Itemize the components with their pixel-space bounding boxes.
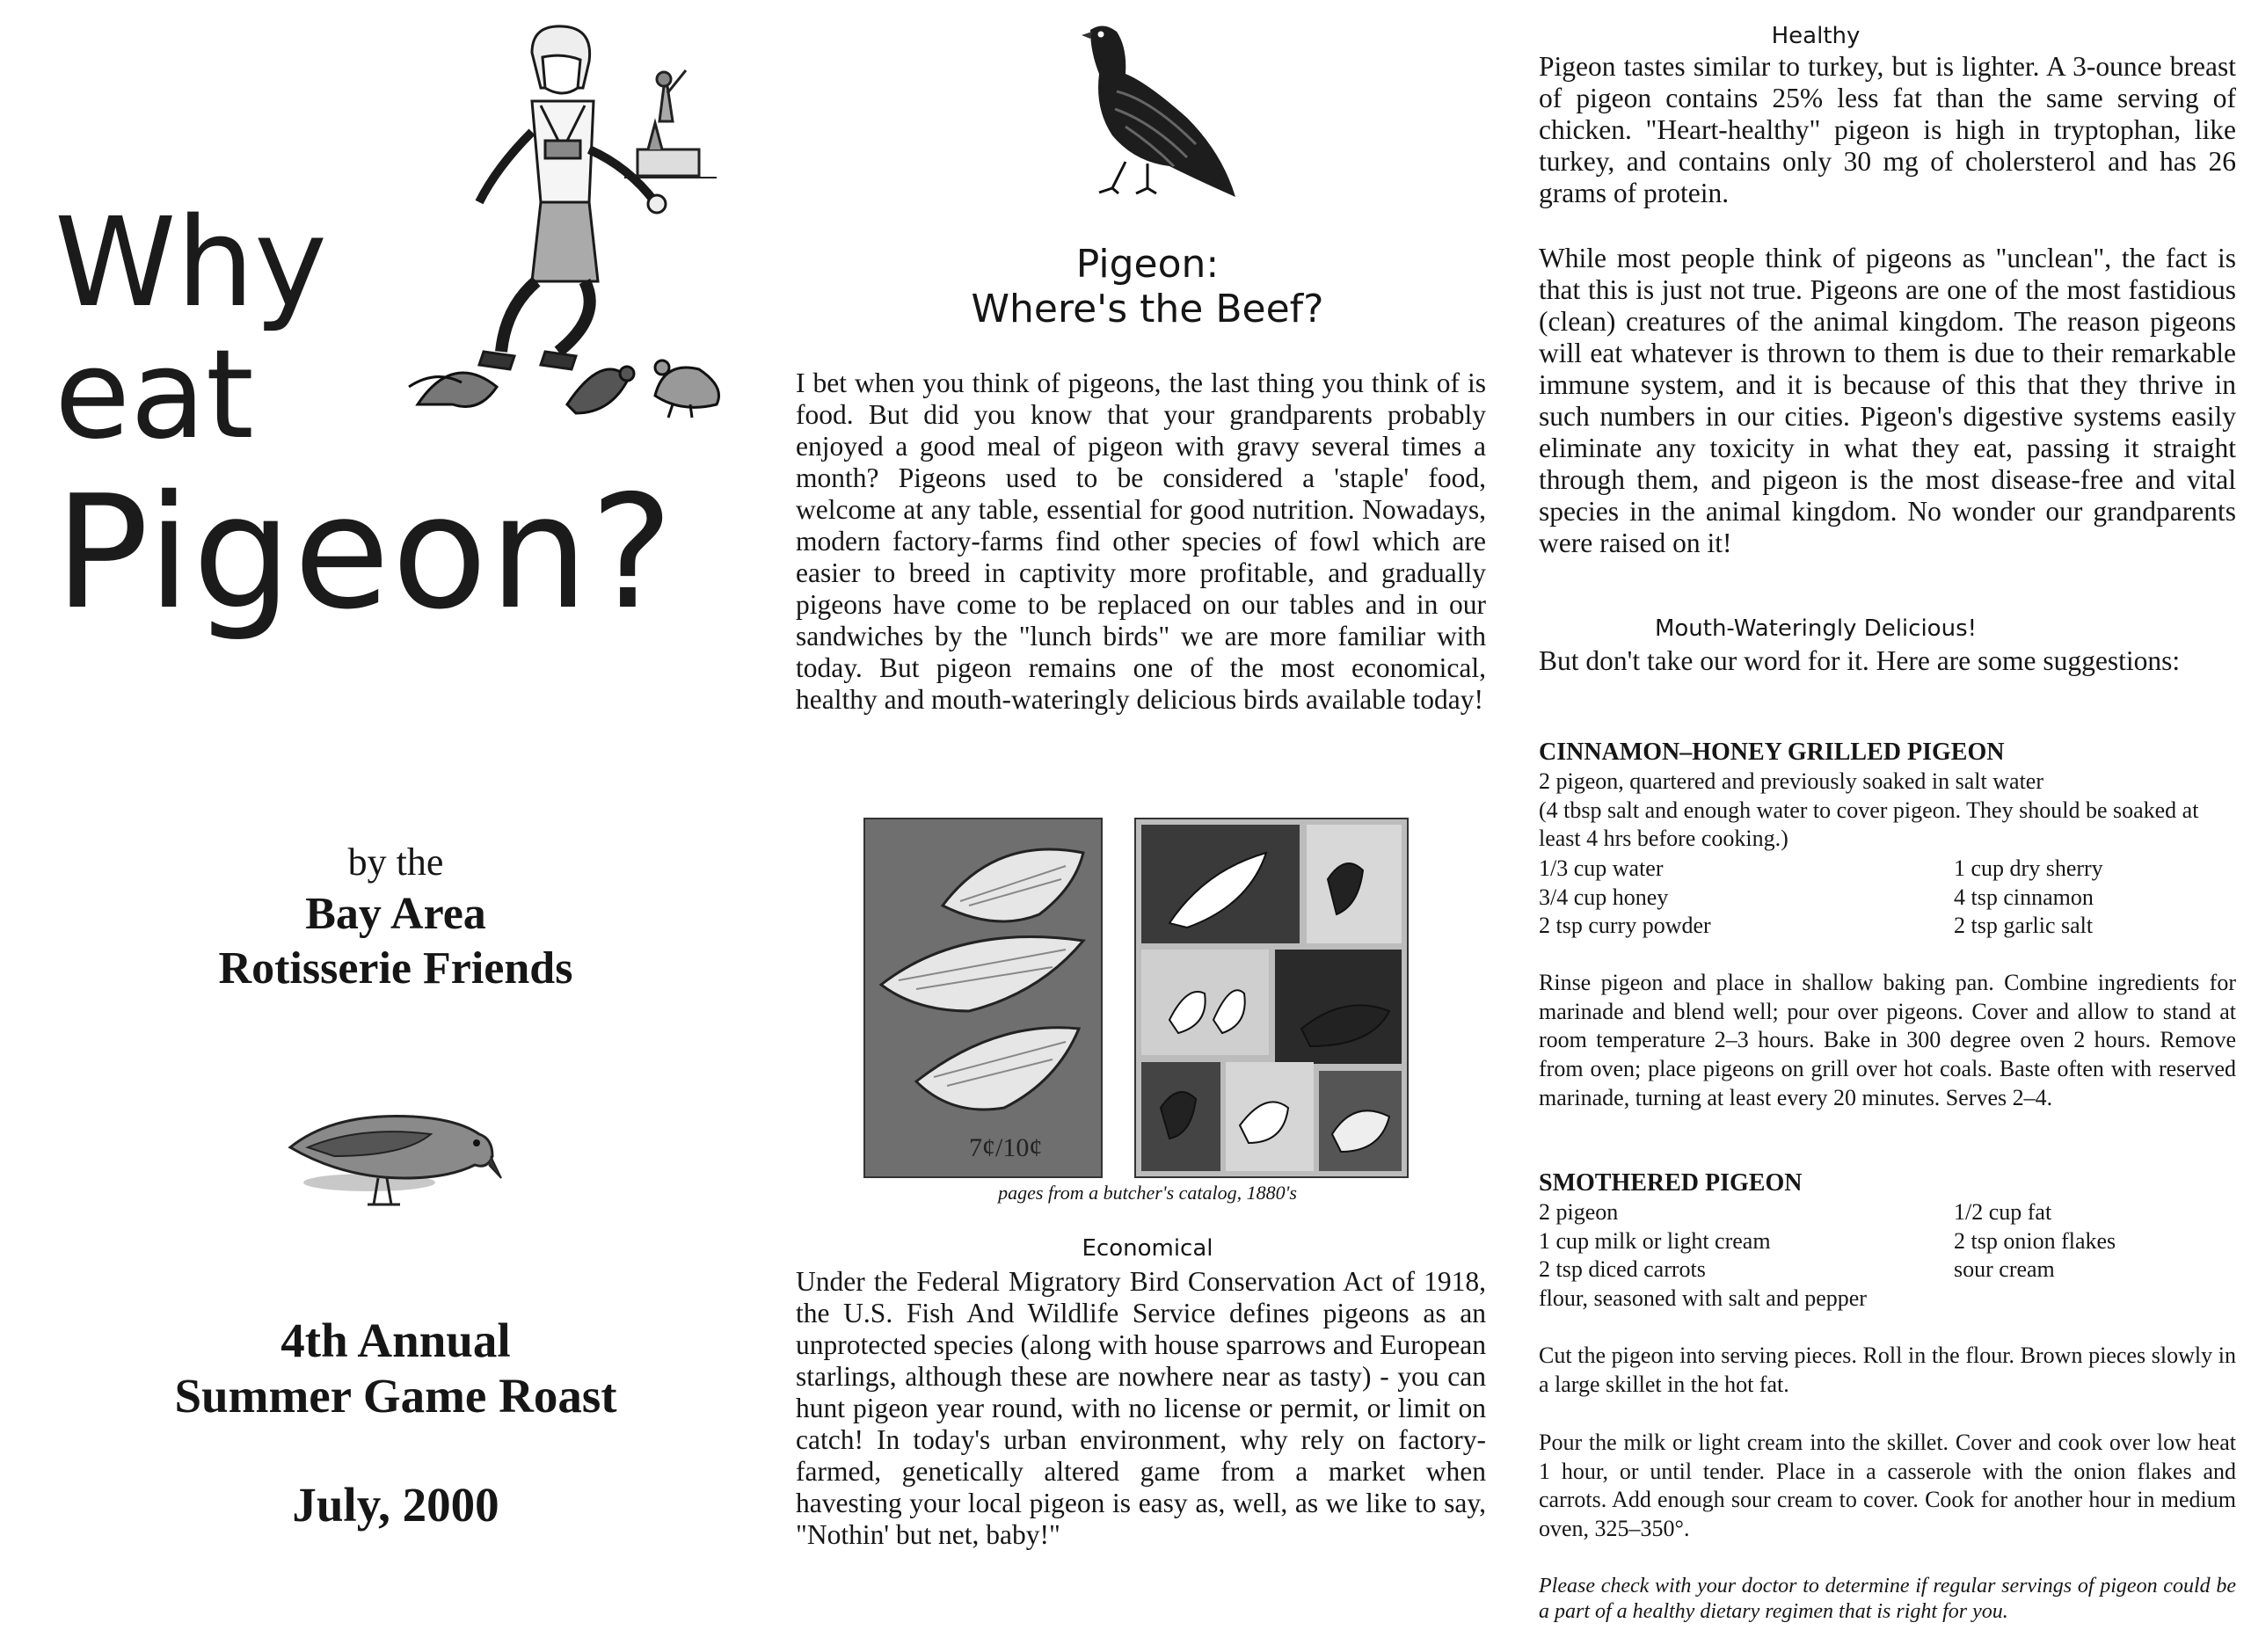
recipe-1-ingredients-left: [1539, 855, 1943, 941]
cleanliness-paragraph: While most people think of pigeons as "unclean", the fact is that this is just not true. Pigeons are one of the most fastidious (clean) creatures of the animal kingdom. The reason pigeons will eat whatever is thrown to them is due to their remarkable immune system, and it is because of this that they thrive in such numbers in our cities. Pigeon's digestive systems easily eliminate any toxicity in what they eat, passing it straight through them, and pigeon is the most disease-free and vital species in the animal kingdom. No wonder our grandparents were raised on it!: [1539, 243, 2236, 558]
ingredient: 2 tsp onion flakes: [1954, 1227, 2116, 1254]
recipe-1-intro-line-1: 2 pigeon, quartered and previously soaked in salt water: [1539, 768, 2043, 794]
health-disclaimer: Please check with your doctor to determine if regular servings of pigeon could be a part of a healthy dietary regimen that is right for you.: [1539, 1575, 2236, 1623]
ingredient: 1/2 cup fat: [1954, 1199, 2052, 1225]
recipe-2-directions-1: Cut the pigeon into serving pieces. Roll in the flour. Brown pieces slowly in a large skillet in the hot fat.: [1539, 1343, 2236, 1397]
article-panel: [774, 0, 1521, 1652]
ingredient: 4 tsp cinnamon: [1954, 884, 2094, 910]
event-name-line-2: Summer Game Roast: [174, 1369, 617, 1423]
catalog-price-label: 7¢/10¢: [969, 1133, 1043, 1162]
organization-name-line-1: Bay Area: [305, 889, 486, 939]
ingredient: flour, seasoned with salt and pepper: [1539, 1285, 1867, 1312]
recipe-1-intro-line-2: (4 tbsp salt and enough water to cover pigeon. They should be soaked at least 4 hrs before cooking.): [1539, 797, 2199, 852]
pecking-dove-illustration: [281, 1095, 519, 1218]
recipe-2-title: SMOTHERED PIGEON: [1539, 1169, 1803, 1197]
healthy-paragraph: Pigeon tastes similar to turkey, but is lighter. A 3-ounce breast of pigeon contains 25% less fat than the same serving of chicken. "Heart-healthy" pigeon is high in tryptophan, like turkey, and contains only 30 mg of cholersterol and has 26 grams of protein.: [1539, 51, 2236, 208]
butcher-catalog-wings-image: [863, 818, 1103, 1178]
ingredient: 2 tsp curry powder: [1539, 913, 1711, 939]
girl-feeding-pigeons-illustration: [400, 18, 725, 431]
delicious-heading: Mouth-Wateringly Delicious!: [1654, 615, 1978, 642]
cover-title-line-1: Why: [55, 192, 328, 335]
ingredient: 1 cup dry sherry: [1954, 855, 2103, 881]
healthy-heading: Healthy: [1771, 23, 1861, 49]
event-name-line-1: 4th Annual: [280, 1314, 511, 1367]
ingredient: sour cream: [1954, 1256, 2055, 1283]
recipe-2-ingredients-left: [1539, 1198, 1943, 1314]
byline-prefix: by the: [347, 841, 444, 884]
recipe-1-ingredients-right: [1954, 855, 2244, 941]
recipe-2-ingredients-right: [1954, 1198, 2244, 1284]
economical-paragraph: Under the Federal Migratory Bird Conservation Act of 1918, the U.S. Fish And Wildlife Service defines pigeons as an unprotected species (along with house sparrows and European starlings, although these are nowhere near as tasty) - you can hunt pigeon year round, with no license or permit, or limit on catch! In today's urban environment, why rely on factory-farmed, genetically altered game from a market when havesting your local pigeon is easy as, well, as we like to say, "Nothin' but net, baby!": [796, 1266, 1486, 1550]
recipe-1-title: CINNAMON–HONEY GRILLED PIGEON: [1539, 739, 2005, 766]
recipe-2-directions-2: Pour the milk or light cream into the skillet. Cover and cook over low heat 1 hour, or until tender. Place in a casserole with the onion flakes and carrots. Add enough sour cream to cover. Cook for another hour in medium oven, 325–350°.: [1539, 1430, 2236, 1542]
catalog-caption: pages from a butcher's catalog, 1880's: [998, 1182, 1297, 1204]
recipes-panel: [1521, 0, 2251, 1652]
ingredient: 1 cup milk or light cream: [1539, 1227, 1771, 1254]
butcher-catalog-birds-image: [1134, 818, 1409, 1178]
economical-heading: Economical: [1082, 1235, 1213, 1262]
intro-paragraph: I bet when you think of pigeons, the last thing you think of is food. But did you know that your grandparents probably enjoyed a good meal of pigeon with gravy several times a month? Pigeons used to be considered a 'staple' food, welcome at any table, essential for good nutrition. Nowadays, modern factory-farms find other species of fowl which are easier to breed in captivity more profitable, and gradually pigeons have come to be replaced on our tables and in our sandwiches by the "lunch birds" we are more familiar with today. But pigeon remains one of the most economical, healthy and mouth-wateringly delicious birds available today!: [796, 368, 1486, 715]
suggestions-paragraph: But don't take our word for it. Here are some suggestions:: [1539, 645, 2181, 676]
ingredient: 2 tsp garlic salt: [1954, 913, 2094, 939]
ingredient: 3/4 cup honey: [1539, 884, 1669, 910]
ingredient: 2 tsp diced carrots: [1539, 1256, 1706, 1283]
pigeon-illustration: [1064, 12, 1240, 202]
cover-title-line-2: eat: [55, 324, 254, 467]
article-title-line-1: Pigeon:: [1075, 242, 1220, 287]
recipe-1-intro: [1539, 768, 2236, 854]
ingredient: 1/3 cup water: [1539, 855, 1664, 881]
organization-name-line-2: Rotisserie Friends: [218, 943, 573, 993]
ingredient: 2 pigeon: [1539, 1199, 1619, 1225]
recipe-1-directions: Rinse pigeon and place in shallow baking pan. Combine ingredients for marinade and blend well; pour over pigeons. Cover and allow to stand at room temperature 2–3 hours. Bake in 300 degree oven 2 hours. Remove from oven; place pigeons on grill over hot coals. Baste often with reserved marinade, turning at least every 20 minutes. Serves 2–4.: [1539, 970, 2236, 1110]
article-title-line-2: Where's the Beef?: [971, 287, 1324, 331]
cover-panel: [0, 0, 774, 1652]
event-date: July, 2000: [292, 1478, 499, 1532]
cover-title-line-3: Pigeon?: [55, 462, 675, 644]
